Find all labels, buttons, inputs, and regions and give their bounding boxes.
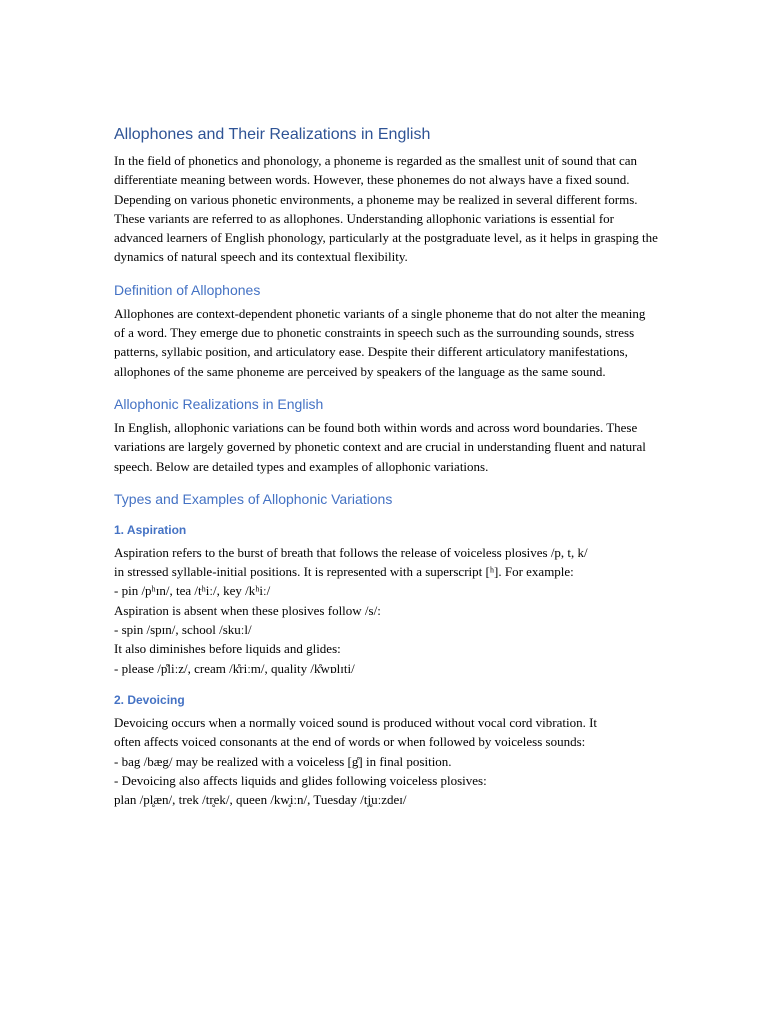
devoicing-line: often affects voiced consonants at the end of words or when followed by voiceless sounds:: [114, 734, 586, 750]
aspiration-section: [114, 543, 659, 678]
devoicing-line: - Devoicing also affects liquids and glides following voiceless plosives:: [114, 772, 487, 788]
aspiration-line: - please /p̊liːz/, cream /k̊riːm/, quality /k̊wɒlɪti/: [114, 660, 355, 676]
realizations-paragraph: In English, allophonic variations can be found both within words and across word boundaries. These variations are largely governed by phonetic context and are crucial in understanding fluent and natural speech. Below are detailed types and examples of allophonic variations.: [114, 419, 646, 474]
realizations-heading: Allophonic Realizations in English: [114, 395, 324, 412]
devoicing-heading: 2. Devoicing: [114, 692, 185, 707]
devoicing-line: Devoicing occurs when a normally voiced sound is produced without vocal cord vibration. It: [114, 714, 598, 730]
aspiration-line: Aspiration is absent when these plosives follow /s/:: [114, 602, 381, 618]
aspiration-line: It also diminishes before liquids and glides:: [114, 641, 341, 657]
devoicing-section: [114, 713, 659, 809]
devoicing-line: - bag /bæg/ may be realized with a voiceless [g̊] in final position.: [114, 753, 452, 769]
document-page: [114, 125, 659, 809]
aspiration-line: - spin /spɪn/, school /skuːl/: [114, 622, 252, 638]
aspiration-heading: 1. Aspiration: [114, 522, 187, 537]
devoicing-line: plan /pl̥æn/, trek /tr̥ek/, queen /kw̥iːn/, Tuesday /tj̥uːzdeɪ/: [114, 792, 407, 808]
definition-paragraph: Allophones are context-dependent phonetic variants of a single phoneme that do not alter the meaning of a word. They emerge due to phonetic constraints in speech such as the surrounding sounds, stress patterns, syllabic position, and articulatory ease. Despite their different articulatory manifestations, allophones of the same phoneme are perceived by speakers of the language as the same sound.: [114, 305, 646, 379]
aspiration-line: in stressed syllable-initial positions. It is represented with a superscript [ʰ]. For example:: [114, 564, 574, 580]
intro-paragraph: In the field of phonetics and phonology, a phoneme is regarded as the smallest unit of sound that can differentiate meaning between words. However, these phonemes do not always have a fixed sound. Depending on various phonetic environments, a phoneme may be realized in several different forms. These variants are referred to as allophones. Understanding allophonic variations is essential for advanced learners of English phonology, particularly at the postgraduate level, as it helps in grasping the dynamics of natural speech and its contextual flexibility.: [114, 153, 658, 265]
aspiration-line: - pin /pʰɪn/, tea /tʰiː/, key /kʰiː/: [114, 583, 271, 599]
types-heading: Types and Examples of Allophonic Variations: [114, 490, 393, 507]
aspiration-line: Aspiration refers to the burst of breath that follows the release of voiceless plosives /p, t, k/: [114, 544, 588, 560]
document-title: Allophones and Their Realizations in English: [114, 126, 431, 143]
definition-heading: Definition of Allophones: [114, 281, 261, 298]
